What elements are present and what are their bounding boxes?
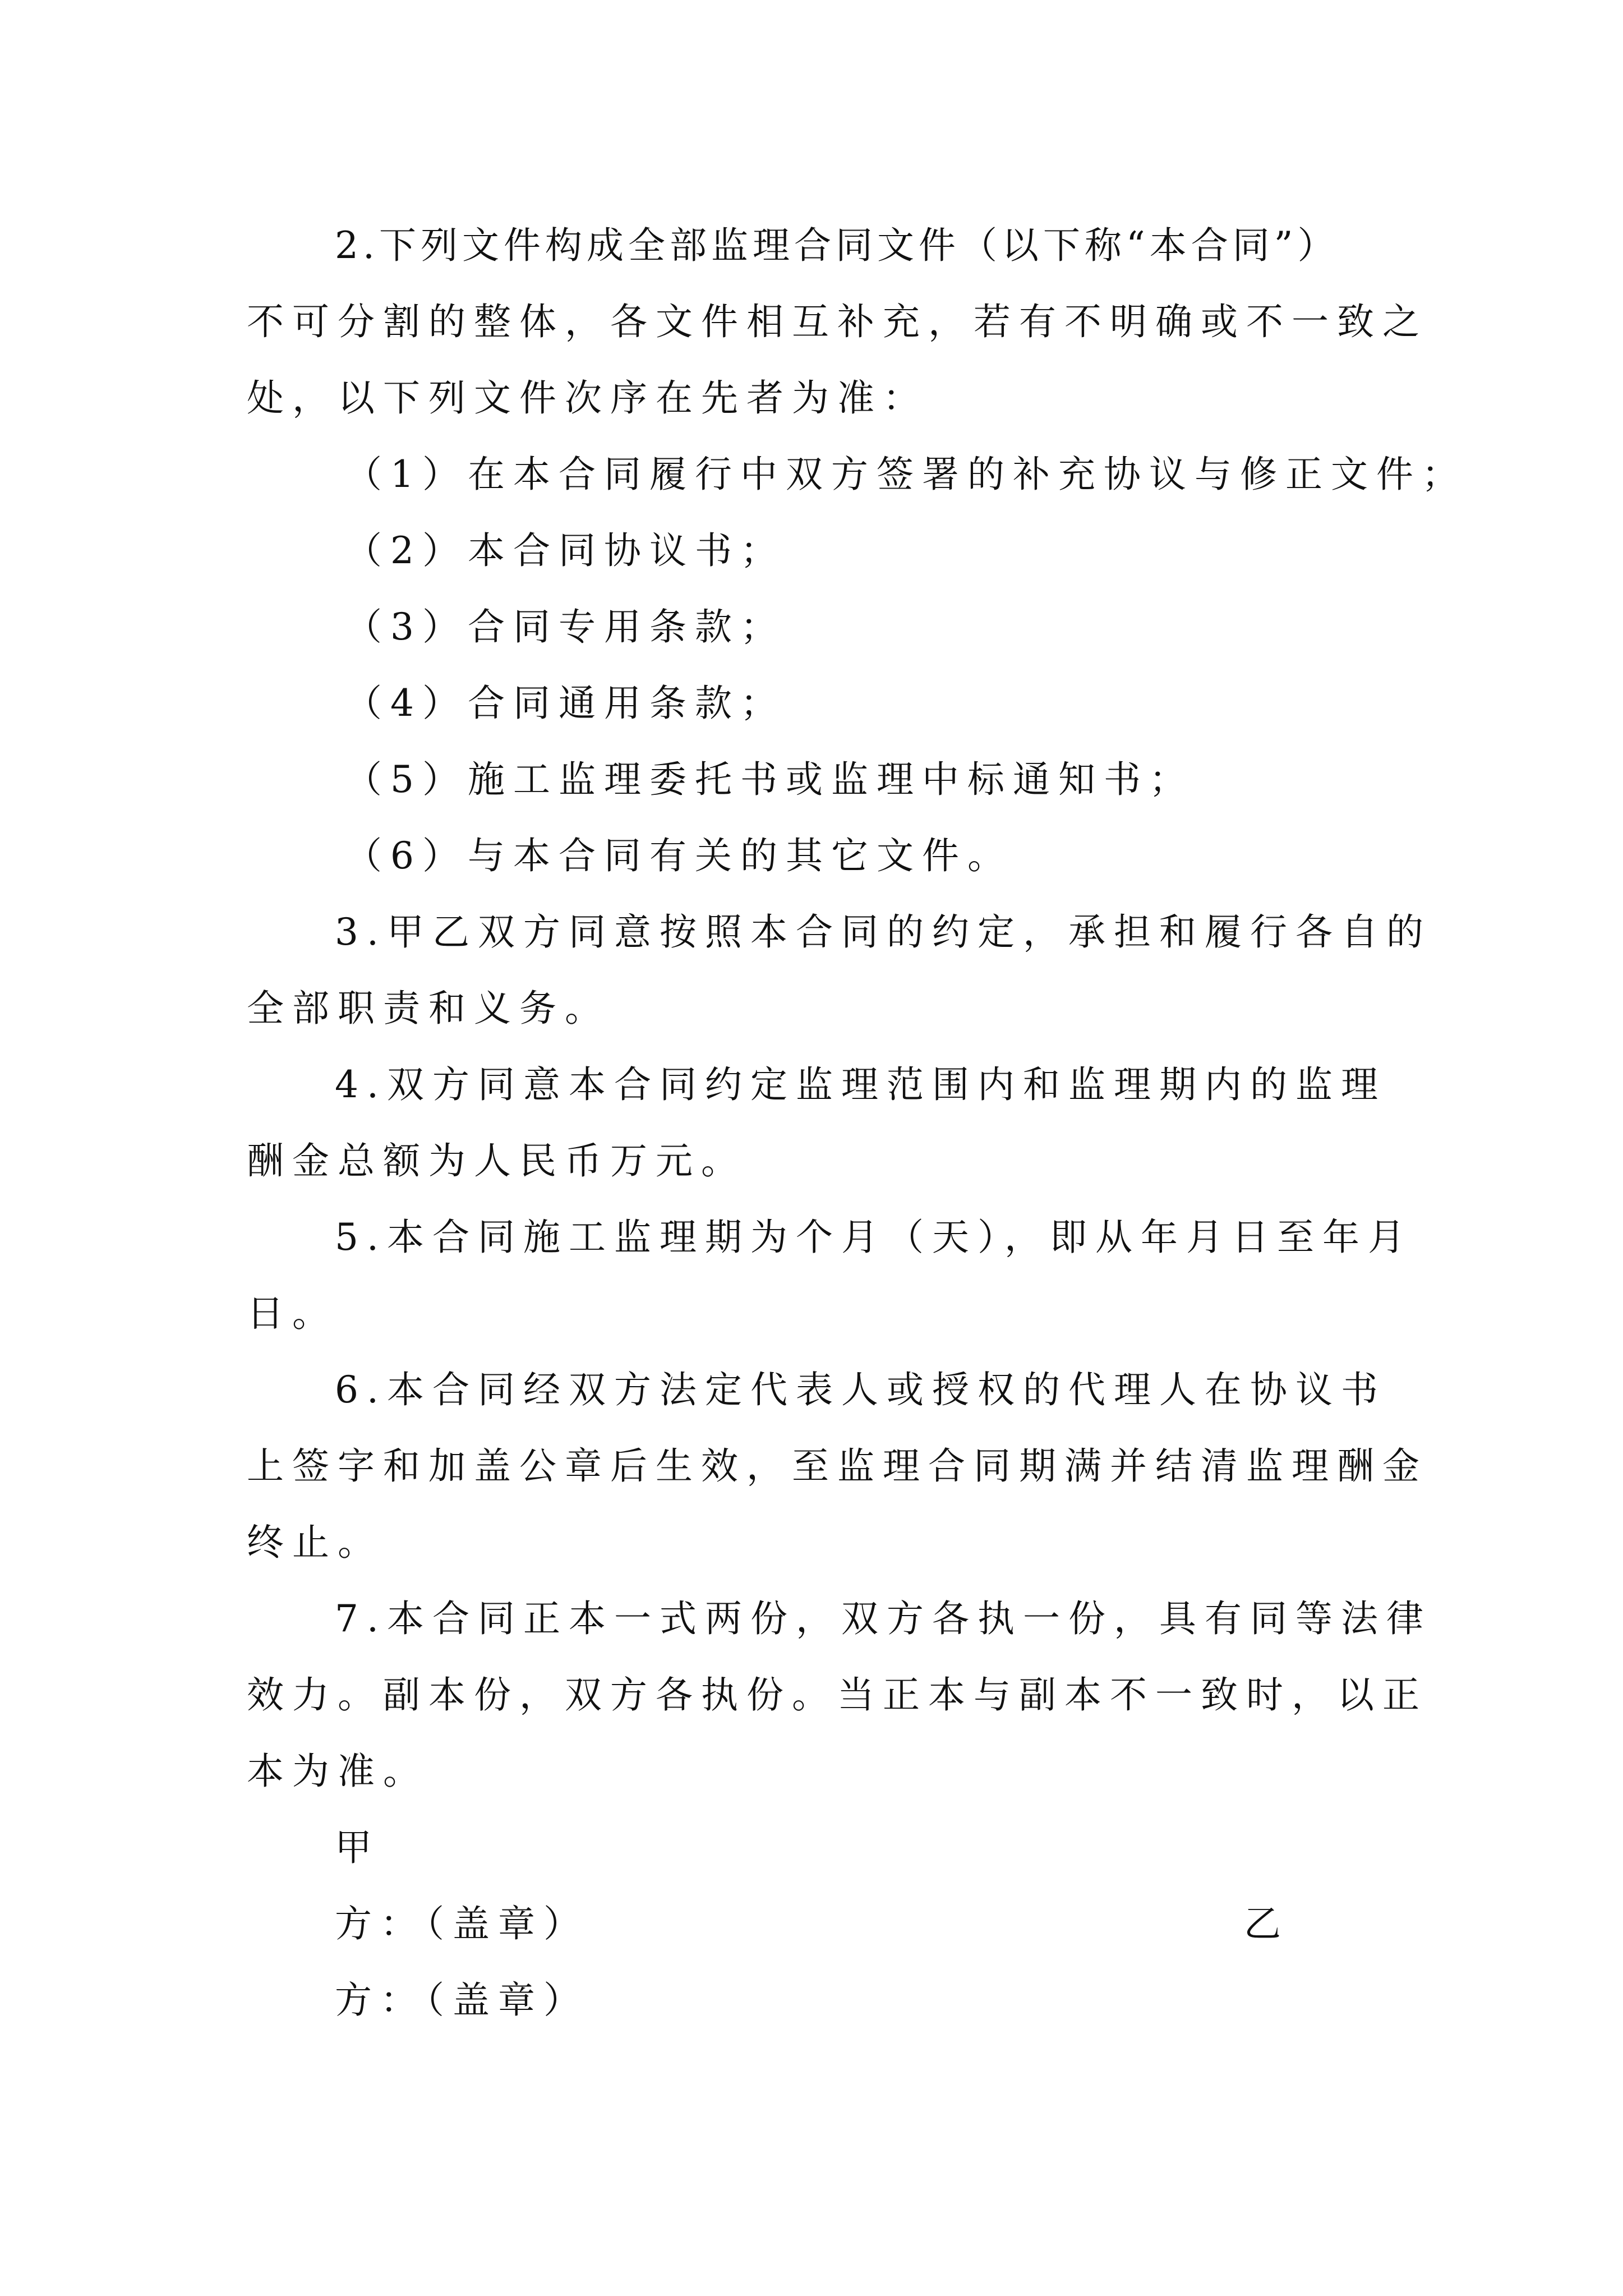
clause-5-line-2: 日。 — [247, 1292, 338, 1335]
clause-2-line-1: 2.下列文件构成全部监理合同文件（以下称“本合同”） — [335, 224, 1339, 267]
clause-3-line-2: 全部职责和义务。 — [247, 987, 610, 1030]
clause-6-line-2: 上签字和加盖公章后生效，至监理合同期满并结清监理酬金 — [247, 1444, 1428, 1488]
list-item-6: （6）与本合同有关的其它文件。 — [345, 834, 1013, 877]
list-item-5: （5）施工监理委托书或监理中标通知书； — [345, 758, 1195, 801]
clause-7-line-2: 效力。副本份，双方各执份。当正本与副本不一致时，以正 — [247, 1673, 1428, 1717]
party-b-char: 乙 — [1244, 1902, 1289, 1945]
list-item-2: （2）本合同协议书； — [345, 529, 786, 572]
clause-6-line-1: 6.本合同经双方法定代表人或授权的代理人在协议书 — [335, 1368, 1386, 1411]
list-item-1: （1）在本合同履行中双方签署的补充协议与修正文件； — [345, 453, 1467, 496]
clause-2-line-2: 不可分割的整体，各文件相互补充，若有不明确或不一致之 — [247, 300, 1428, 343]
clause-6-line-3: 终止。 — [247, 1521, 383, 1564]
clause-7-line-1: 7.本合同正本一式两份，双方各执一份，具有同等法律 — [335, 1597, 1432, 1640]
list-item-4: （4）合同通用条款； — [345, 682, 786, 725]
clause-4-line-2: 酬金总额为人民币万元。 — [247, 1139, 746, 1182]
party-b-seal: 方：（盖章） — [335, 1978, 589, 2022]
clause-2-line-3: 处，以下列文件次序在先者为准： — [247, 376, 928, 420]
clause-7-line-3: 本为准。 — [247, 1750, 428, 1793]
party-a-seal: 方：（盖章） — [335, 1902, 589, 1945]
list-item-3: （3）合同专用条款； — [345, 605, 786, 648]
clause-3-line-1: 3.甲乙双方同意按照本合同的约定，承担和履行各自的 — [335, 910, 1432, 954]
clause-4-line-1: 4.双方同意本合同约定监理范围内和监理期内的监理 — [335, 1063, 1386, 1106]
clause-5-line-1: 5.本合同施工监理期为个月（天），即从年月日至年月 — [335, 1216, 1413, 1259]
party-a-char: 甲 — [335, 1826, 380, 1869]
